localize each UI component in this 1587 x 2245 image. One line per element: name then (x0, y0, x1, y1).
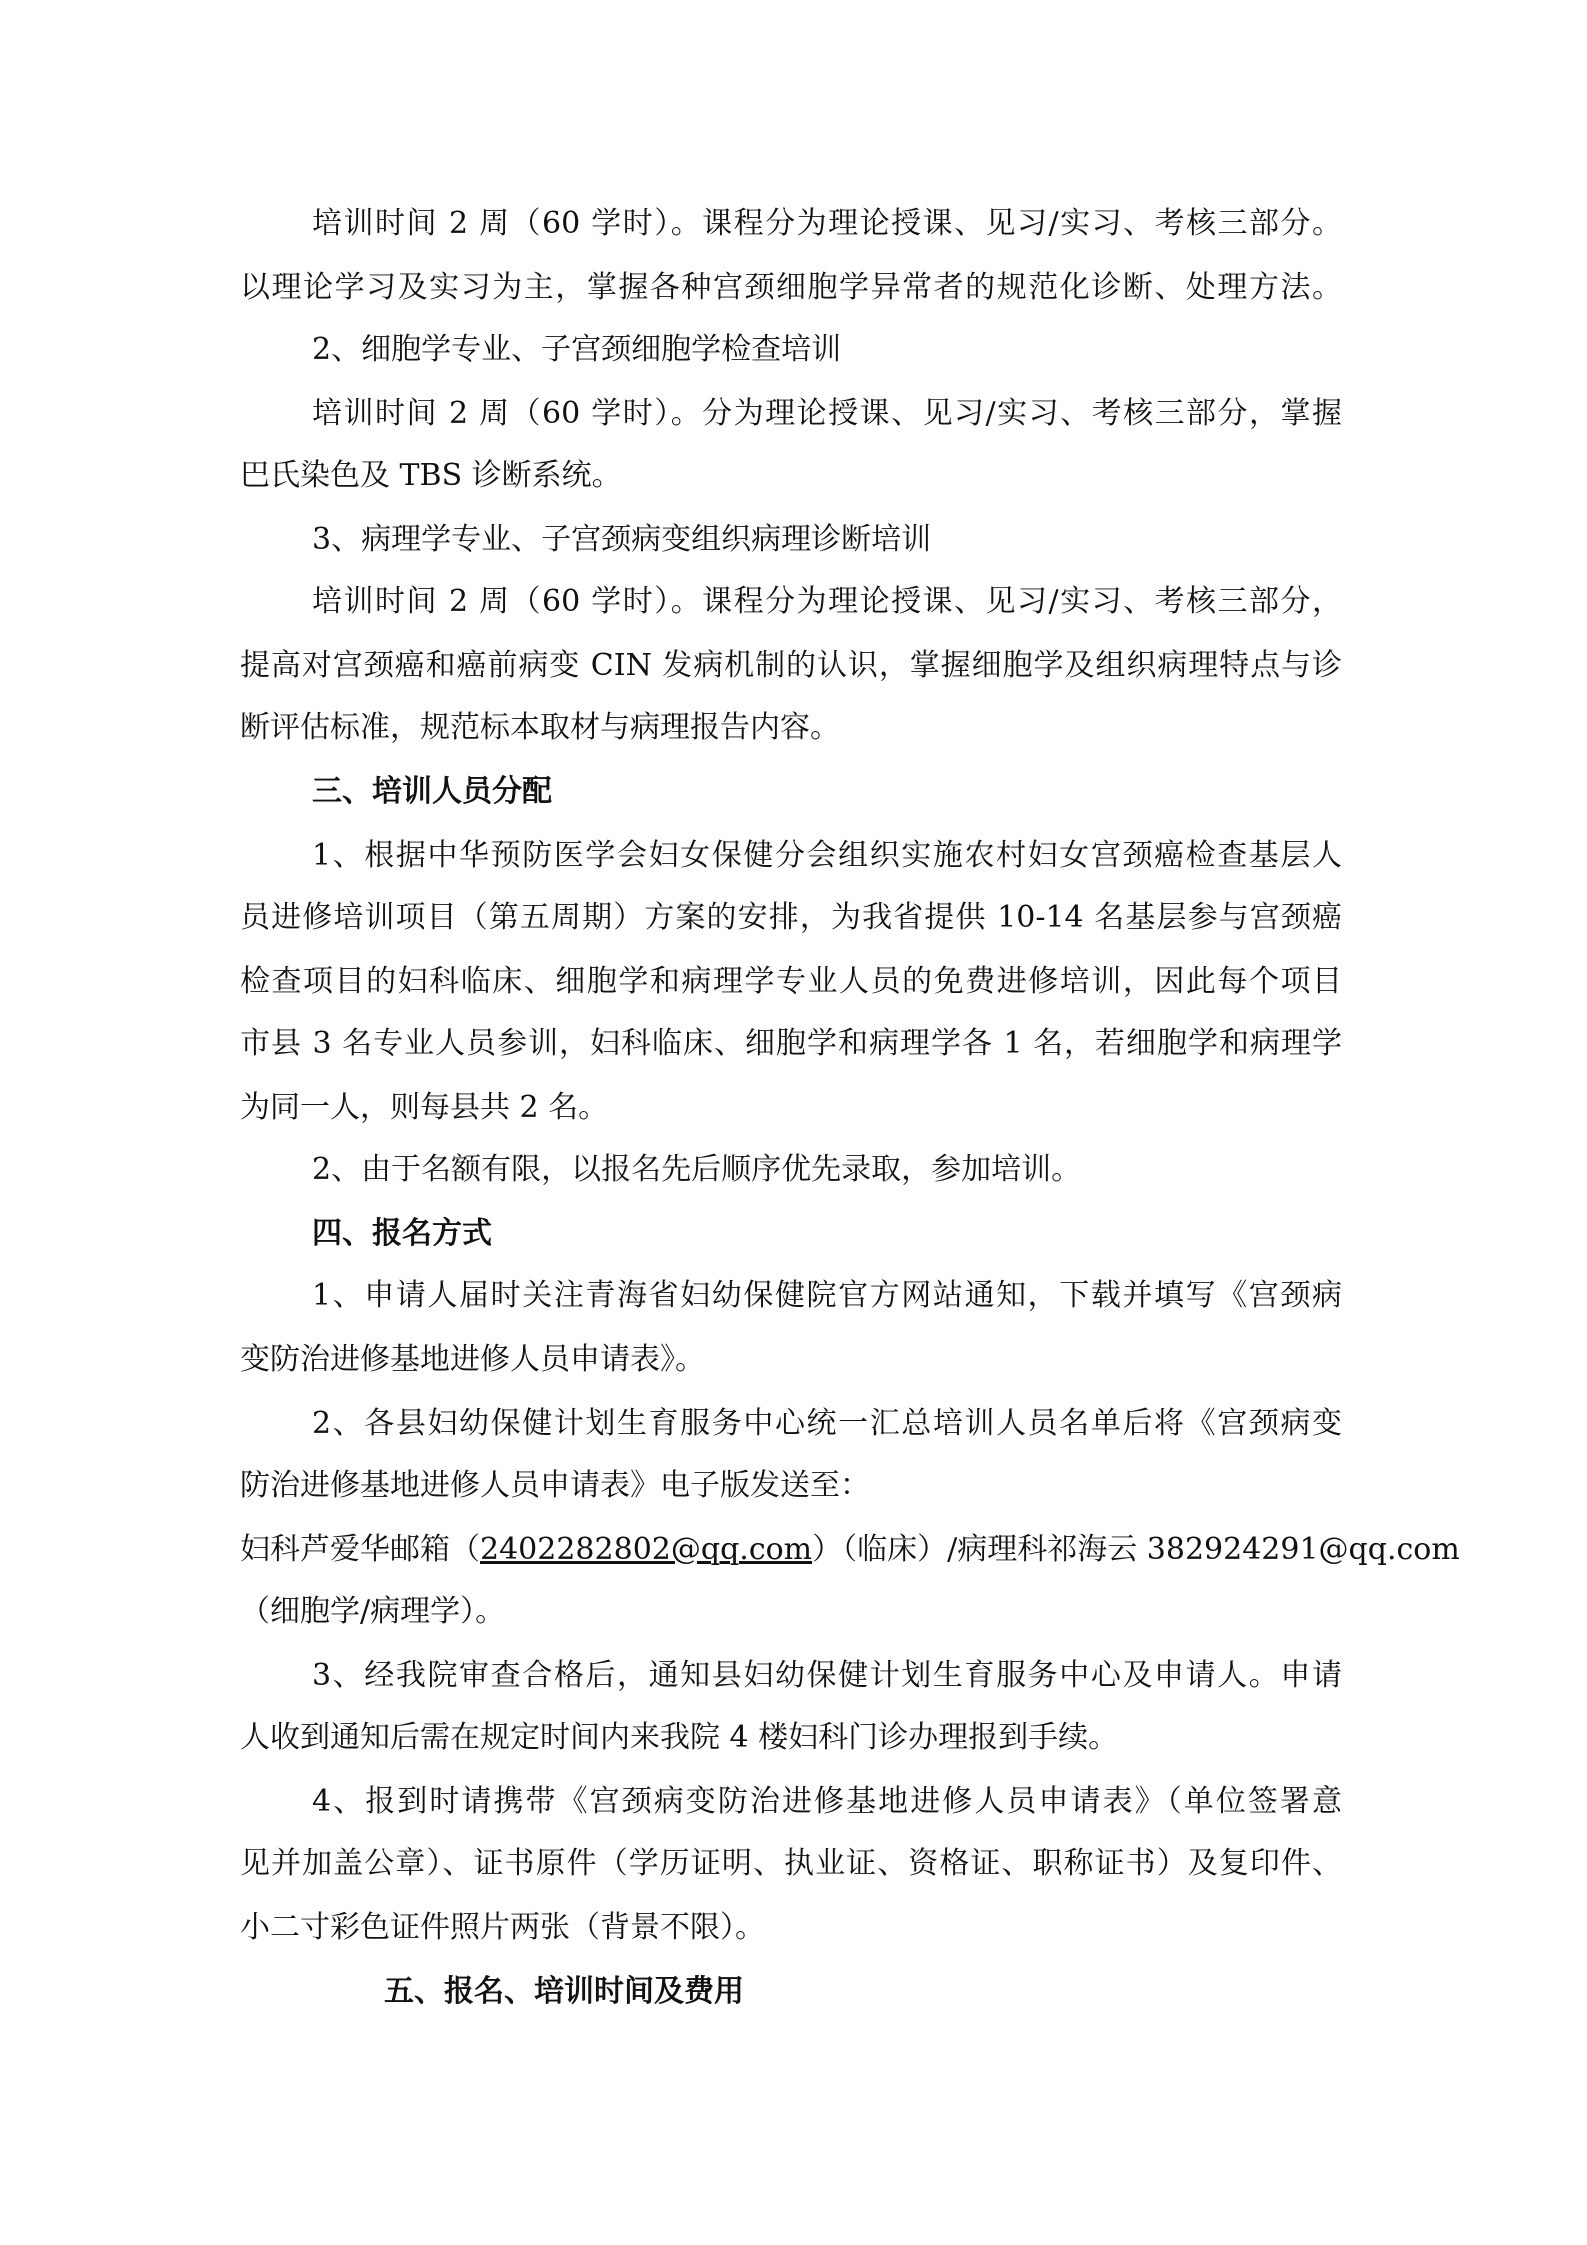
email-line-suffix: ）（临床）/病理科祁海云 382924291@qq.com (812, 1532, 1460, 1567)
paragraph-line: 培训时间 2 周（60 学时）。课程分为理论授课、见习/实习、考核三部分。 (312, 206, 1342, 241)
paragraph-line: 2、各县妇幼保健计划生育服务中心统一汇总培训人员名单后将《宫颈病变 (312, 1406, 1342, 1441)
paragraph-line: 变防治进修基地进修人员申请表》。 (240, 1342, 705, 1377)
paragraph-line: 人收到通知后需在规定时间内来我院 4 楼妇科门诊办理报到手续。 (240, 1720, 1119, 1755)
paragraph-line: 1、根据中华预防医学会妇女保健分会组织实施农村妇女宫颈癌检查基层人 (312, 838, 1342, 873)
email-line (240, 1530, 1460, 1570)
paragraph-line: 防治进修基地进修人员申请表》电子版发送至： (240, 1468, 870, 1503)
item-title: 2、细胞学专业、子宫颈细胞学检查培训 (312, 332, 842, 367)
paragraph-line: 检查项目的妇科临床、细胞学和病理学专业人员的免费进修培训，因此每个项目 (240, 964, 1342, 999)
email-link[interactable]: 2402282802@qq.com (480, 1532, 813, 1567)
paragraph-line: 3、经我院审查合格后，通知县妇幼保健计划生育服务中心及申请人。申请 (312, 1658, 1342, 1693)
paragraph-line: 2、由于名额有限，以报名先后顺序优先录取，参加培训。 (312, 1152, 1082, 1187)
paragraph-line: 为同一人，则每县共 2 名。 (240, 1090, 609, 1125)
paragraph-line: 4、报到时请携带《宫颈病变防治进修基地进修人员申请表》（单位签署意 (312, 1784, 1342, 1819)
paragraph-line: 培训时间 2 周（60 学时）。分为理论授课、见习/实习、考核三部分，掌握 (312, 396, 1342, 431)
paragraph-line: 小二寸彩色证件照片两张（背景不限）。 (240, 1910, 765, 1945)
paragraph-line: 巴氏染色及 TBS 诊断系统。 (240, 458, 622, 493)
paragraph-line: 培训时间 2 周（60 学时）。课程分为理论授课、见习/实习、考核三部分， (312, 584, 1342, 619)
paragraph-line: 以理论学习及实习为主，掌握各种宫颈细胞学异常者的规范化诊断、处理方法。 (240, 270, 1342, 305)
paragraph-line: 1、申请人届时关注青海省妇幼保健院官方网站通知，下载并填写《宫颈病 (312, 1278, 1342, 1313)
paragraph-line: 提高对宫颈癌和癌前病变 CIN 发病机制的认识，掌握细胞学及组织病理特点与诊 (240, 648, 1342, 683)
email-line-prefix: 妇科芦爱华邮箱（ (240, 1532, 480, 1567)
paragraph-line: （细胞学/病理学）。 (240, 1594, 506, 1629)
item-title: 3、病理学专业、子宫颈病变组织病理诊断培训 (312, 522, 932, 557)
paragraph-line: 市县 3 名专业人员参训，妇科临床、细胞学和病理学各 1 名，若细胞学和病理学 (240, 1026, 1342, 1061)
section-heading: 三、培训人员分配 (312, 774, 552, 809)
paragraph-line: 见并加盖公章）、证书原件（学历证明、执业证、资格证、职称证书）及复印件、 (240, 1846, 1342, 1881)
section-heading: 四、报名方式 (312, 1216, 492, 1251)
paragraph-line: 断评估标准，规范标本取材与病理报告内容。 (240, 710, 840, 745)
section-heading: 五、报名、培训时间及费用 (384, 1974, 744, 2009)
paragraph-line: 员进修培训项目（第五周期）方案的安排，为我省提供 10-14 名基层参与宫颈癌 (240, 900, 1342, 935)
